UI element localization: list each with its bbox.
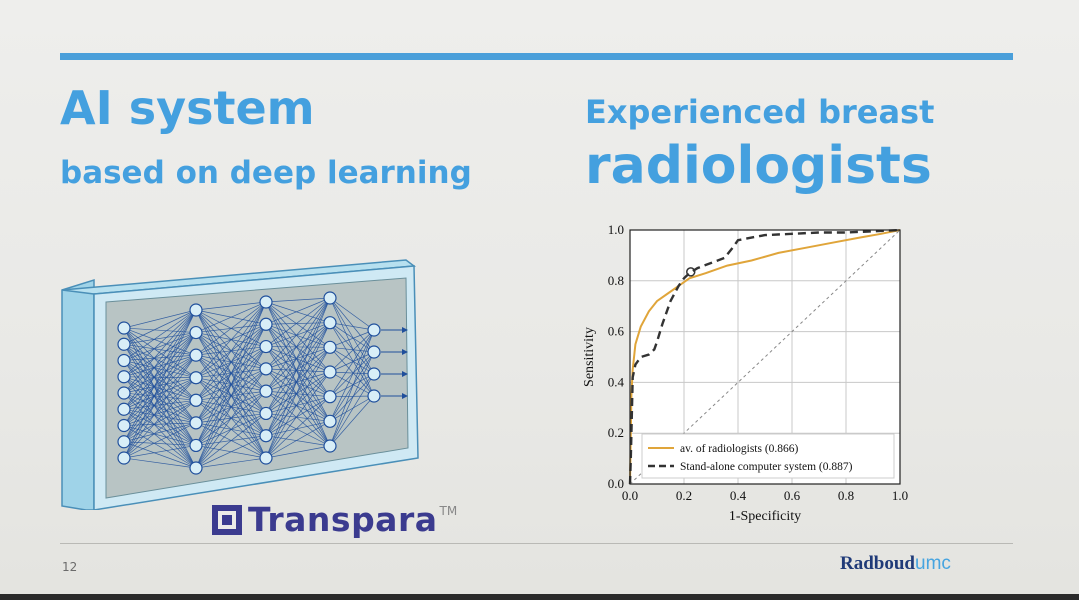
network-node: [190, 394, 202, 406]
network-node: [118, 371, 130, 383]
y-tick-label: 1.0: [607, 222, 624, 237]
y-tick-label: 0.0: [607, 476, 624, 491]
network-node: [260, 318, 272, 330]
x-tick-label: 0.6: [783, 488, 801, 503]
page-number: 12: [62, 560, 78, 574]
legend: [642, 434, 894, 478]
network-node: [118, 338, 130, 350]
network-node: [190, 349, 202, 361]
network-node: [368, 368, 380, 380]
footer-divider: [60, 543, 1013, 544]
x-tick-label: 0.4: [729, 488, 747, 503]
network-node: [324, 415, 336, 427]
x-tick-label: 0.8: [837, 488, 855, 503]
network-node: [118, 322, 130, 334]
network-node: [190, 417, 202, 429]
box-side-face: [62, 280, 94, 510]
y-tick-label: 0.4: [607, 374, 624, 390]
network-node: [324, 391, 336, 403]
y-tick-label: 0.8: [607, 272, 624, 288]
legend-label: av. of radiologists (0.866): [680, 443, 799, 455]
network-node: [368, 390, 380, 402]
brand-name: Transpara: [248, 500, 438, 539]
x-tick-label: 0.0: [621, 488, 639, 503]
network-node: [324, 440, 336, 452]
network-node: [190, 439, 202, 451]
logo-part-radboud: Radboud: [840, 553, 915, 574]
network-node: [260, 430, 272, 442]
network-node: [118, 436, 130, 448]
roc-chart: [575, 212, 915, 536]
neural-network-illustration: [56, 258, 426, 510]
network-node: [368, 346, 380, 358]
top-accent-bar: [60, 53, 1013, 60]
network-node: [118, 355, 130, 367]
transpara-logo-icon: [212, 505, 242, 535]
left-title: AI system: [60, 81, 315, 135]
network-node: [118, 403, 130, 415]
x-tick-label: 0.2: [675, 488, 693, 503]
network-node: [190, 327, 202, 339]
brand-trademark: TM: [439, 504, 458, 518]
network-node: [324, 292, 336, 304]
network-node: [190, 462, 202, 474]
network-node: [368, 324, 380, 336]
network-node: [118, 452, 130, 464]
transpara-brand: [212, 500, 457, 540]
network-node: [260, 407, 272, 419]
x-axis-label: 1-Specificity: [728, 509, 802, 524]
right-title-line1: Experienced breast: [585, 93, 935, 131]
y-axis-label: Sensitivity: [582, 327, 597, 387]
roc-chart-svg: [575, 212, 915, 532]
left-subtitle: based on deep learning: [60, 155, 472, 191]
network-node: [260, 296, 272, 308]
network-node: [324, 341, 336, 353]
logo-part-umc: umc: [915, 553, 951, 574]
network-node: [324, 317, 336, 329]
x-tick-label: 1.0: [891, 488, 909, 503]
network-node: [118, 420, 130, 432]
y-tick-label: 0.2: [607, 425, 624, 441]
network-node: [190, 304, 202, 316]
network-node: [190, 372, 202, 384]
right-title-line2: radiologists: [585, 136, 932, 196]
radboudumc-logo: [840, 553, 951, 575]
legend-label: Stand-alone computer system (0.887): [680, 461, 853, 473]
y-tick-label: 0.6: [607, 323, 624, 339]
network-node: [260, 363, 272, 375]
network-node: [260, 452, 272, 464]
network-node: [260, 341, 272, 353]
network-node: [260, 385, 272, 397]
network-node: [118, 387, 130, 399]
network-node: [324, 366, 336, 378]
